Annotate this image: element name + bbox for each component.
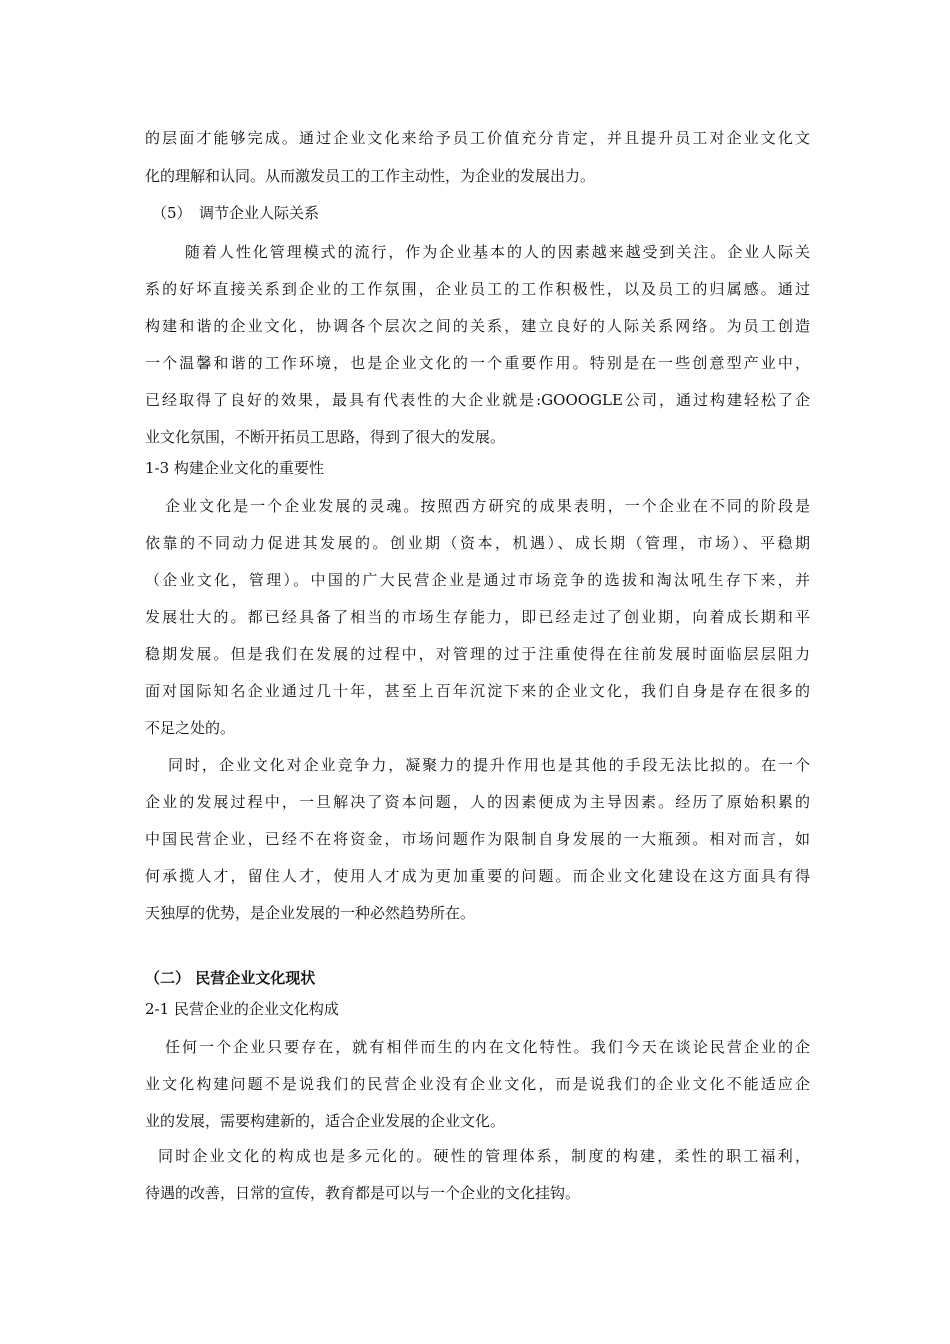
paragraph-line: 面对国际知名企业通过几十年，甚至上百年沉淀下来的企业文化，我们自身是存在很多的 (145, 682, 810, 700)
section-heading: 2-1 民营企业的企业文化构成 (145, 1000, 339, 1018)
paragraph-line: 何承揽人才，留住人才，使用人才成为更加重要的问题。而企业文化建设在这方面具有得 (145, 867, 810, 885)
paragraph-line: 系的好坏直接关系到企业的工作氛围，企业员工的工作积极性，以及员工的归属感。通过 (145, 280, 810, 298)
paragraph-line: 依靠的不同动力促进其发展的。创业期（资本，机遇）、成长期（管理，市场）、平稳期 (145, 534, 810, 552)
paragraph-line: 的层面才能够完成。通过企业文化来给予员工价值充分肯定，并且提升员工对企业文化文 (145, 129, 810, 147)
paragraph-line: 同时企业文化的构成也是多元化的。硬性的管理体系，制度的构建，柔性的职工福利， (158, 1147, 810, 1165)
list-item-heading: （5） 调节企业人际关系 (152, 204, 320, 222)
paragraph-line: 化的理解和认同。从而激发员工的工作主动性，为企业的发展出力。 (145, 167, 596, 185)
paragraph-line: 待遇的改善，日常的宣传，教育都是可以与一个企业的文化挂钩。 (145, 1184, 581, 1202)
paragraph-line: 任何一个企业只要存在，就有相伴而生的内在文化特性。我们今天在谈论民营企业的企 (165, 1038, 810, 1056)
section-heading: 1-3 构建企业文化的重要性 (145, 459, 324, 477)
paragraph-line: 企业的发展过程中，一旦解决了资本问题，人的因素便成为主导因素。经历了原始积累的 (145, 793, 810, 811)
paragraph-line: 发展壮大的。都已经具备了相当的市场生存能力，即已经走过了创业期，向着成长期和平 (145, 608, 810, 626)
paragraph-line: 中国民营企业，已经不在将资金，市场问题作为限制自身发展的一大瓶颈。相对而言，如 (145, 830, 810, 848)
paragraph-line: 企业文化是一个企业发展的灵魂。按照西方研究的成果表明，一个企业在不同的阶段是 (165, 497, 810, 515)
paragraph-line: 已经取得了良好的效果，最具有代表性的大企业就是:GOOOGLE公司，通过构建轻松了企 (145, 391, 810, 409)
chapter-heading: （二） 民营企业文化现状 (145, 969, 316, 987)
paragraph-line: 稳期发展。但是我们在发展的过程中，对管理的过于注重使得在往前发展时面临层层阻力 (145, 645, 810, 663)
paragraph-line: 业文化构建问题不是说我们的民营企业没有企业文化，而是说我们的企业文化不能适应企 (145, 1075, 810, 1093)
paragraph-line: 不足之处的。 (145, 719, 236, 737)
paragraph-line: 构建和谐的企业文化，协调各个层次之间的关系，建立良好的人际关系网络。为员工创造 (145, 317, 810, 335)
paragraph-line: 天独厚的优势，是企业发展的一种必然趋势所在。 (145, 904, 476, 922)
paragraph-line: 同时，企业文化对企业竞争力，凝聚力的提升作用也是其他的手段无法比拟的。在一个 (168, 756, 810, 774)
paragraph-line: 业的发展，需要构建新的，适合企业发展的企业文化。 (145, 1112, 506, 1130)
paragraph-line: 随着人性化管理模式的流行，作为企业基本的人的因素越来越受到关注。企业人际关 (185, 243, 810, 261)
paragraph-line: （企业文化，管理）。中国的广大民营企业是通过市场竞争的选拔和淘汰吼生存下来，并 (145, 571, 810, 589)
paragraph-line: 业文化氛围，不断开拓员工思路，得到了很大的发展。 (145, 428, 506, 446)
paragraph-line: 一个温馨和谐的工作环境，也是企业文化的一个重要作用。特别是在一些创意型产业中， (145, 354, 810, 372)
